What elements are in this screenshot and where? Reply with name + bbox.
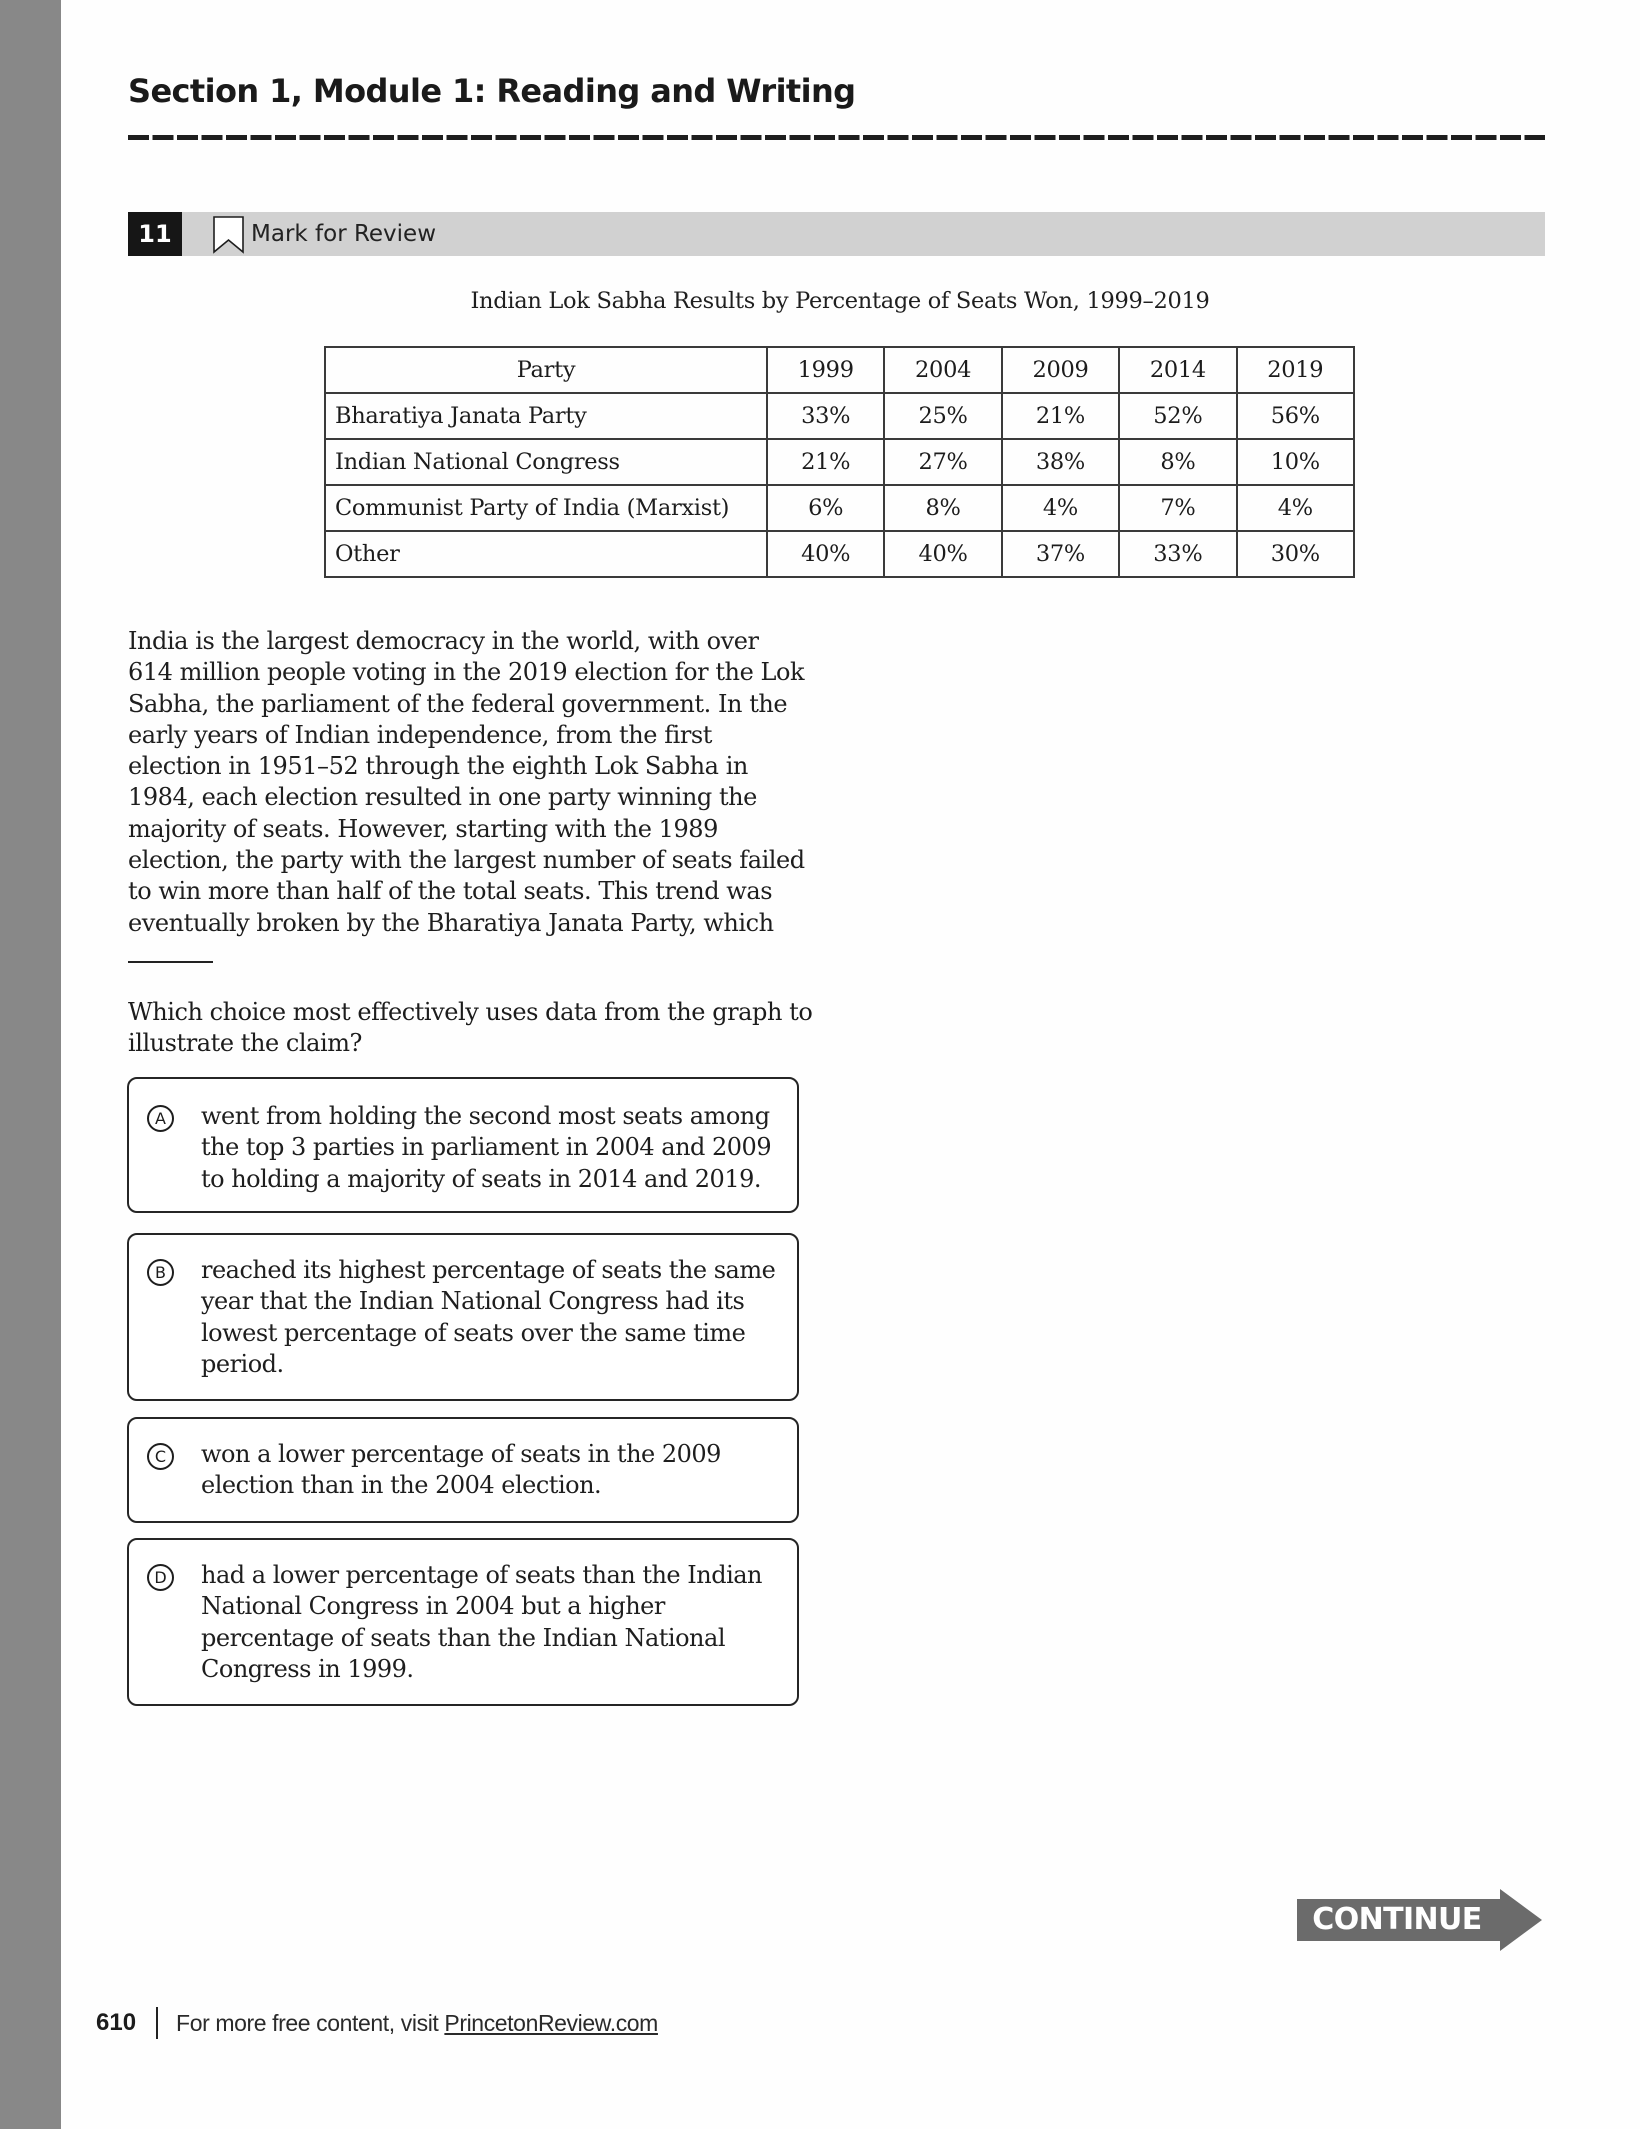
table-cell: 8%: [1119, 439, 1236, 485]
table-cell: 33%: [1119, 531, 1236, 577]
results-table: [324, 346, 1355, 578]
column-header: 2019: [1237, 347, 1354, 393]
page-footer: [96, 2005, 658, 2041]
answer-choice-b[interactable]: [127, 1233, 799, 1401]
table-row: [325, 485, 1354, 531]
table-cell: 40%: [767, 531, 884, 577]
table-cell: 27%: [884, 439, 1001, 485]
page-number: 610: [96, 2009, 137, 2036]
table-cell: 7%: [1119, 485, 1236, 531]
column-header: Party: [325, 347, 767, 393]
dashed-divider: [128, 135, 1545, 140]
table-cell: 38%: [1002, 439, 1119, 485]
answer-blank: [128, 939, 213, 963]
table-cell: 40%: [884, 531, 1001, 577]
table-row: [325, 531, 1354, 577]
question-header-bar: [128, 212, 1545, 256]
column-header: 1999: [767, 347, 884, 393]
question-prompt: Which choice most effectively uses data from the graph to illustrate the claim?: [128, 998, 813, 1058]
passage: [128, 626, 808, 971]
choice-text: reached its highest percentage of seats the same year that the Indian National Congress had its lowest percentage of seats over the same time period.: [201, 1256, 776, 1378]
passage-text: India is the largest democracy in the world, with over 614 million people voting in the 2019 election for the Lok Sabha, the parliament of the federal government. In the early years of Indian independence, from the first election in 1951–52 through the eighth Lok Sabha in 1984, each election resulted in one party winning the majority of seats. However, starting with the 1989 election, the party with the largest number of seats failed to win more than half of the total seats. This trend was eventually broken by the Bharatiya Janata Party, which: [128, 627, 805, 937]
answer-choice-a[interactable]: [127, 1077, 799, 1213]
section-title: Section 1, Module 1: Reading and Writing: [128, 72, 856, 110]
continue-button[interactable]: [1297, 1889, 1542, 1951]
answer-choice-d[interactable]: [127, 1538, 799, 1706]
choice-text: won a lower percentage of seats in the 2009 election than in the 2004 election.: [201, 1440, 721, 1500]
table-cell: 56%: [1237, 393, 1354, 439]
table-cell: 4%: [1237, 485, 1354, 531]
column-header: 2009: [1002, 347, 1119, 393]
party-name: Communist Party of India (Marxist): [325, 485, 767, 531]
choice-text: had a lower percentage of seats than the Indian National Congress in 2004 but a higher percentage of seats than the Indian National Congress in 1999.: [201, 1561, 763, 1683]
table-cell: 6%: [767, 485, 884, 531]
bookmark-icon[interactable]: [212, 216, 246, 254]
princeton-review-link[interactable]: PrincetonReview.com: [444, 2009, 658, 2036]
choice-text: went from holding the second most seats among the top 3 parties in parliament in 2004 and 2009 to holding a majority of seats in 2014 and 2019.: [201, 1102, 772, 1193]
continue-label: CONTINUE: [1312, 1902, 1482, 1937]
answer-choice-c[interactable]: [127, 1417, 799, 1523]
table-cell: 21%: [767, 439, 884, 485]
table-cell: 21%: [1002, 393, 1119, 439]
footer-divider: [156, 2007, 158, 2039]
table-cell: 37%: [1002, 531, 1119, 577]
table-cell: 52%: [1119, 393, 1236, 439]
page-edge-bar: [0, 0, 61, 2129]
choice-letter-a: A: [147, 1105, 174, 1132]
question-number: 11: [128, 212, 182, 256]
table-title: Indian Lok Sabha Results by Percentage of Seats Won, 1999–2019: [470, 288, 1210, 314]
choice-letter-c: C: [147, 1443, 174, 1470]
table-cell: 33%: [767, 393, 884, 439]
mark-for-review-button[interactable]: Mark for Review: [251, 221, 437, 247]
column-header: 2004: [884, 347, 1001, 393]
table-cell: 8%: [884, 485, 1001, 531]
party-name: Other: [325, 531, 767, 577]
table-row: [325, 393, 1354, 439]
table-cell: 25%: [884, 393, 1001, 439]
footer-text: For more free content, visit: [176, 2009, 439, 2036]
table-header-row: [325, 347, 1354, 393]
table-cell: 4%: [1002, 485, 1119, 531]
table-cell: 30%: [1237, 531, 1354, 577]
choice-letter-b: B: [147, 1259, 174, 1286]
column-header: 2014: [1119, 347, 1236, 393]
party-name: Bharatiya Janata Party: [325, 393, 767, 439]
table-cell: 10%: [1237, 439, 1354, 485]
party-name: Indian National Congress: [325, 439, 767, 485]
choice-letter-d: D: [147, 1564, 174, 1591]
table-row: [325, 439, 1354, 485]
